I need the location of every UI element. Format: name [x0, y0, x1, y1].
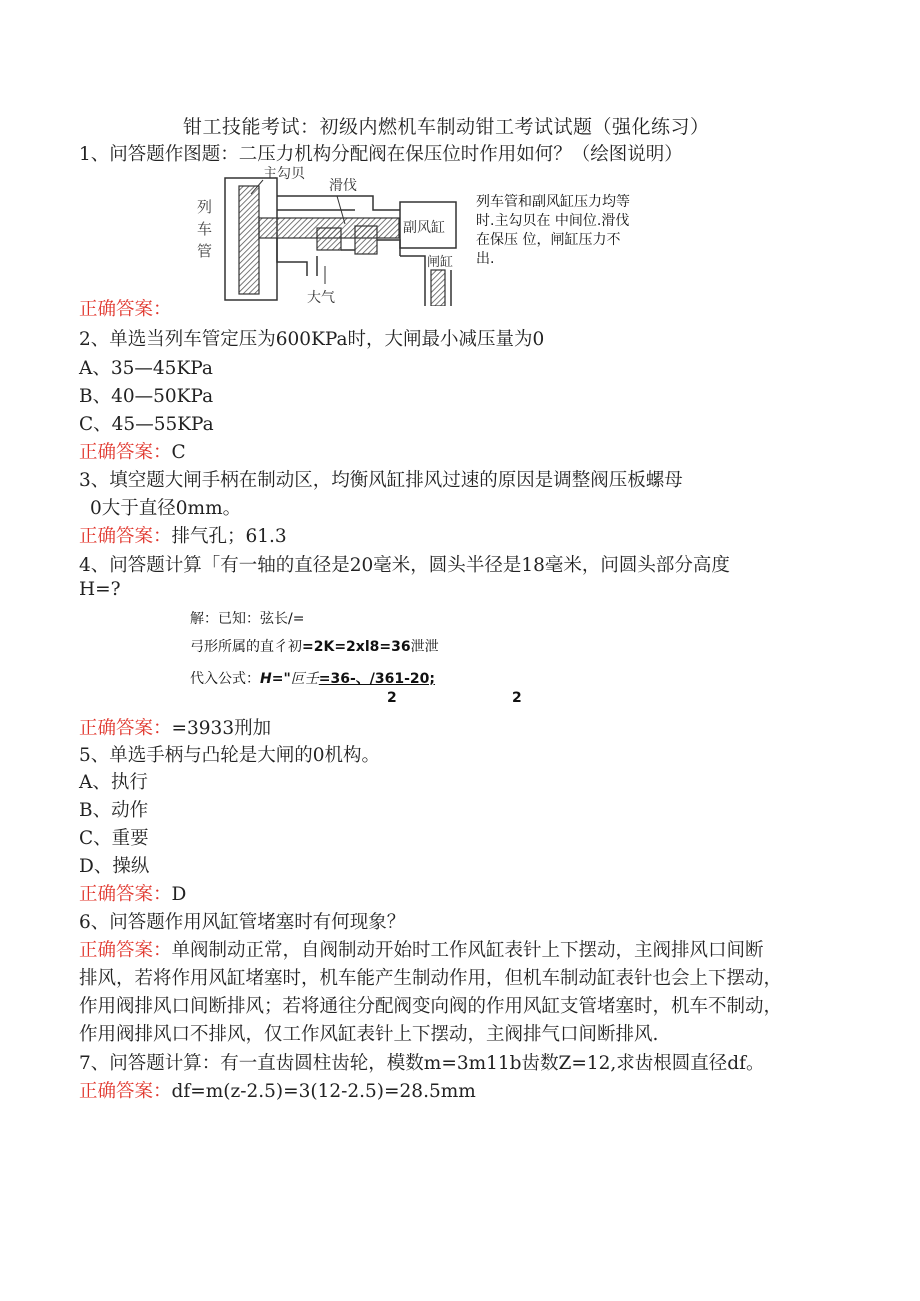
denominator-1: 2	[387, 690, 397, 706]
label-main-piston: 主勾贝	[263, 166, 305, 182]
answer-value: C	[171, 442, 186, 463]
option-b: B、40—50KPa	[79, 386, 214, 407]
label-train-pipe-1: 列	[197, 198, 213, 216]
answer-value: 单阀制动正常，自阀制动开始时工作风缸表针上下摆动，主阀排风口间断	[171, 940, 764, 961]
answer-6-line-3: 作用阀排风口间断排风；若将通往分配阀变向阀的作用风缸支管堵塞时，机车不制动，	[79, 996, 783, 1017]
label-slide-valve: 滑伐	[329, 178, 357, 194]
option-a: A、执行	[79, 772, 148, 793]
valve-diagram	[195, 166, 475, 306]
question-3-line-2: 0大于直径0mm。	[90, 498, 242, 519]
calc-line-2-formula: =2K=2xl8=36	[302, 639, 411, 655]
question-4-line-2: H=?	[79, 579, 121, 600]
answer-3	[79, 522, 287, 548]
answer-7	[79, 1077, 476, 1103]
option-a: A、35—45KPa	[79, 358, 213, 379]
answer-value: df=m(z-2.5)=3(12-2.5)=28.5mm	[171, 1081, 476, 1102]
answer-label: 正确答案：	[79, 718, 172, 739]
answer-label: 正确答案：	[79, 1081, 172, 1102]
question-5: 5、单选手柄与凸轮是大闸的0机构。	[79, 745, 381, 766]
label-atmosphere: 大气	[307, 290, 335, 306]
calc-line-3-formula: =36-、/361-20;	[318, 671, 436, 687]
answer-label: 正确答案：	[79, 526, 172, 547]
calc-line-3-h: H="	[260, 671, 291, 687]
question-2: 2、单选当列车管定压为600KPa时，大闸最小减压量为0	[79, 329, 545, 350]
question-7: 7、问答题计算：有一直齿圆柱齿轮，模数m=3m11b齿数Z=12,求齿根圆直径df。	[79, 1053, 765, 1074]
option-b: B、动作	[79, 800, 149, 821]
option-d: D、操纵	[79, 856, 150, 877]
calc-line-3-sym: 叵壬	[290, 671, 319, 687]
answer-label: 正确答案：	[79, 884, 172, 905]
answer-6-line-4: 作用阀排风口不排风，仅工作风缸表针上下摆动，主阀排气口间断排风.	[79, 1024, 659, 1045]
option-c: C、重要	[79, 828, 149, 849]
question-6: 6、问答题作用风缸管堵塞时有何现象？	[79, 912, 406, 933]
label-aux-reservoir: 副风缸	[403, 220, 445, 236]
answer-4	[79, 714, 271, 740]
calc-line-2-tail: 泄泄	[410, 639, 439, 655]
question-1: 1、问答题作图题：二压力机构分配阀在保压位时作用如何？（绘图说明）	[79, 144, 683, 165]
answer-2	[79, 438, 186, 464]
calc-line-2-text: 弓形所属的直彳初	[190, 639, 302, 655]
answer-value: D	[171, 884, 187, 905]
calc-line-2	[190, 636, 439, 656]
calc-line-3-label: 代入公式：	[190, 671, 260, 687]
question-3-line-1: 3、填空题大闸手柄在制动区，均衡风缸排风过速的原因是调整阀压板螺母	[79, 470, 683, 491]
calc-line-3	[190, 668, 435, 688]
option-c: C、45—55KPa	[79, 414, 214, 435]
figure-note: 列车管和副风缸压力均等时.主勾贝在 中间位.滑伐在保压 位，闸缸压力不出.	[476, 194, 630, 267]
answer-label: 正确答案：	[79, 442, 172, 463]
answer-value: =3933刑加	[171, 718, 272, 739]
label-train-pipe-3: 管	[197, 242, 213, 260]
answer-value: 排气孔；61.3	[171, 526, 287, 547]
label-train-pipe-2: 车	[197, 220, 213, 238]
page-title: 钳工技能考试：初级内燃机车制动钳工考试试题（强化练习）	[183, 116, 710, 138]
answer-label: 正确答案：	[79, 940, 172, 961]
answer-label: 正确答案：	[79, 299, 172, 320]
label-brake-cylinder: 闸缸	[427, 255, 454, 270]
denominator-2: 2	[512, 690, 522, 706]
answer-6-line-2: 排风，若将作用风缸堵塞时，机车能产生制动作用，但机车制动缸表针也会上下摆动，	[79, 968, 783, 989]
answer-1	[79, 295, 172, 321]
calc-line-1: 解：已知：弦长/=	[190, 611, 305, 627]
answer-6-line-1	[79, 936, 764, 962]
question-4-line-1: 4、问答题计算「有一轴的直径是20毫米，圆头半径是18毫米，问圆头部分高度	[79, 555, 730, 576]
answer-5	[79, 880, 186, 906]
